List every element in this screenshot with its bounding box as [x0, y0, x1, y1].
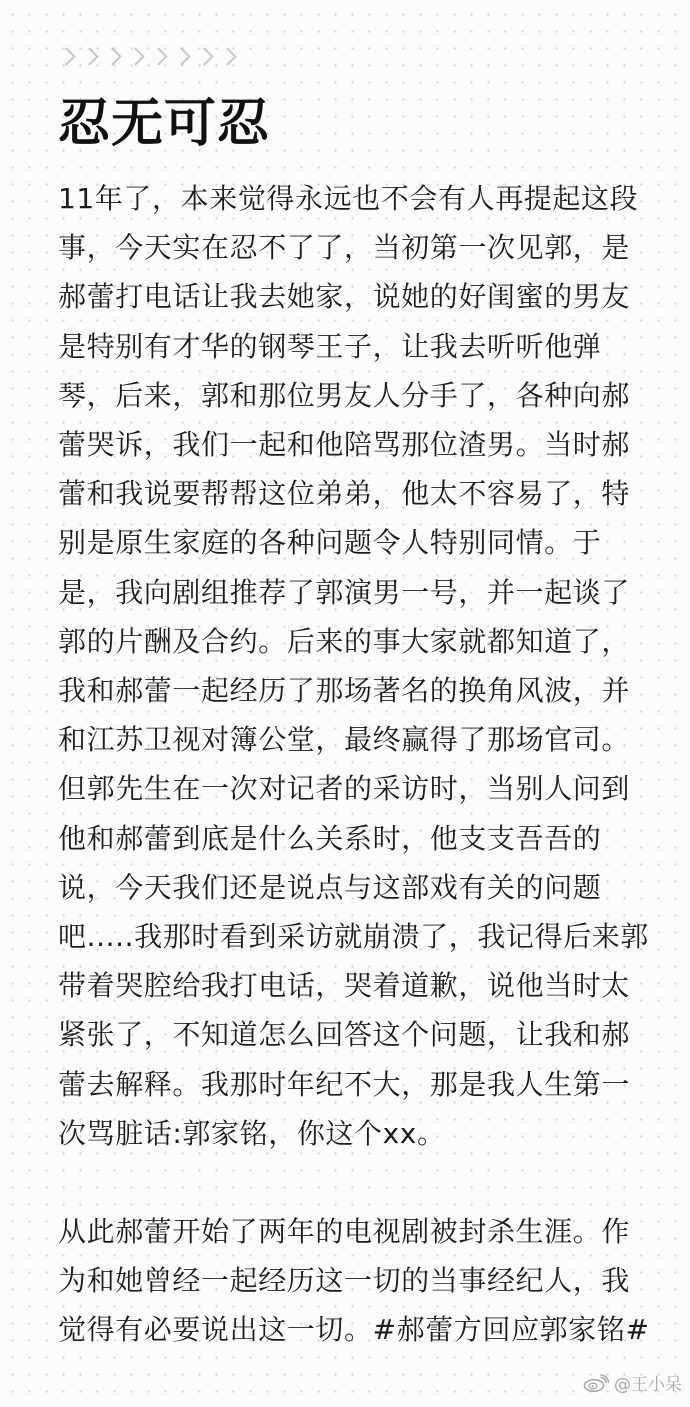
chevron-right-icon [195, 47, 213, 65]
chevron-right-icon [149, 47, 167, 65]
page-title: 忍无可忍 [58, 94, 271, 154]
chevron-right-icon [80, 47, 98, 65]
chevron-right-icon [218, 47, 236, 65]
weibo-logo-icon [583, 1374, 609, 1392]
decorative-chevrons [60, 44, 244, 68]
watermark-username: @王小呆 [614, 1375, 682, 1395]
chevron-right-icon [57, 47, 75, 65]
paragraph-2: 从此郝蕾开始了两年的电视剧被封杀生涯。作为和她曾经一起经历这一切的当事经纪人，我觉得有必要说出这一切。#郝蕾方回应郭家铭# [58, 1215, 650, 1347]
article-body [58, 174, 658, 1355]
chevron-right-icon [126, 47, 144, 65]
chevron-right-icon [172, 47, 190, 65]
paragraph-1: 11年了，本来觉得永远也不会有人再提起这段事，今天实在忍不了了，当初第一次见郭，是郝蕾打电话让我去她家，说她的好闺蜜的男友是特别有才华的钢琴王子，让我去听听他弹琴，后来，郭和那位男友人分手了，各种向郝蕾哭诉，我们一起和他陪骂那位渣男。当时郝蕾和我说要帮帮这位弟弟，他太不容易了，特别是原生家庭的各种问题令人特别同情。于是，我向剧组推荐了郭演男一号，并一起谈了郭的片酬及合约。后来的事大家就都知道了，我和郝蕾一起经历了那场著名的换角风波，并和江苏卫视对簿公堂，最终赢得了那场官司。但郭先生在一次对记者的采访时，当别人问到他和郝蕾到底是什么关系时，他支支吾吾的说，今天我们还是说点与这部戏有关的问题吧.....我那时看到采访就崩溃了，我记得后来郭带着哭腔给我打电话，哭着道歉，说他当时太紧张了，不知道怎么回答这个问题，让我和郝蕾去解释。我那时年纪不大，那是我人生第一次骂脏话:郭家铭，你这个xx。 [58, 182, 649, 1150]
weibo-watermark [583, 1370, 682, 1395]
chevron-right-icon [103, 47, 121, 65]
